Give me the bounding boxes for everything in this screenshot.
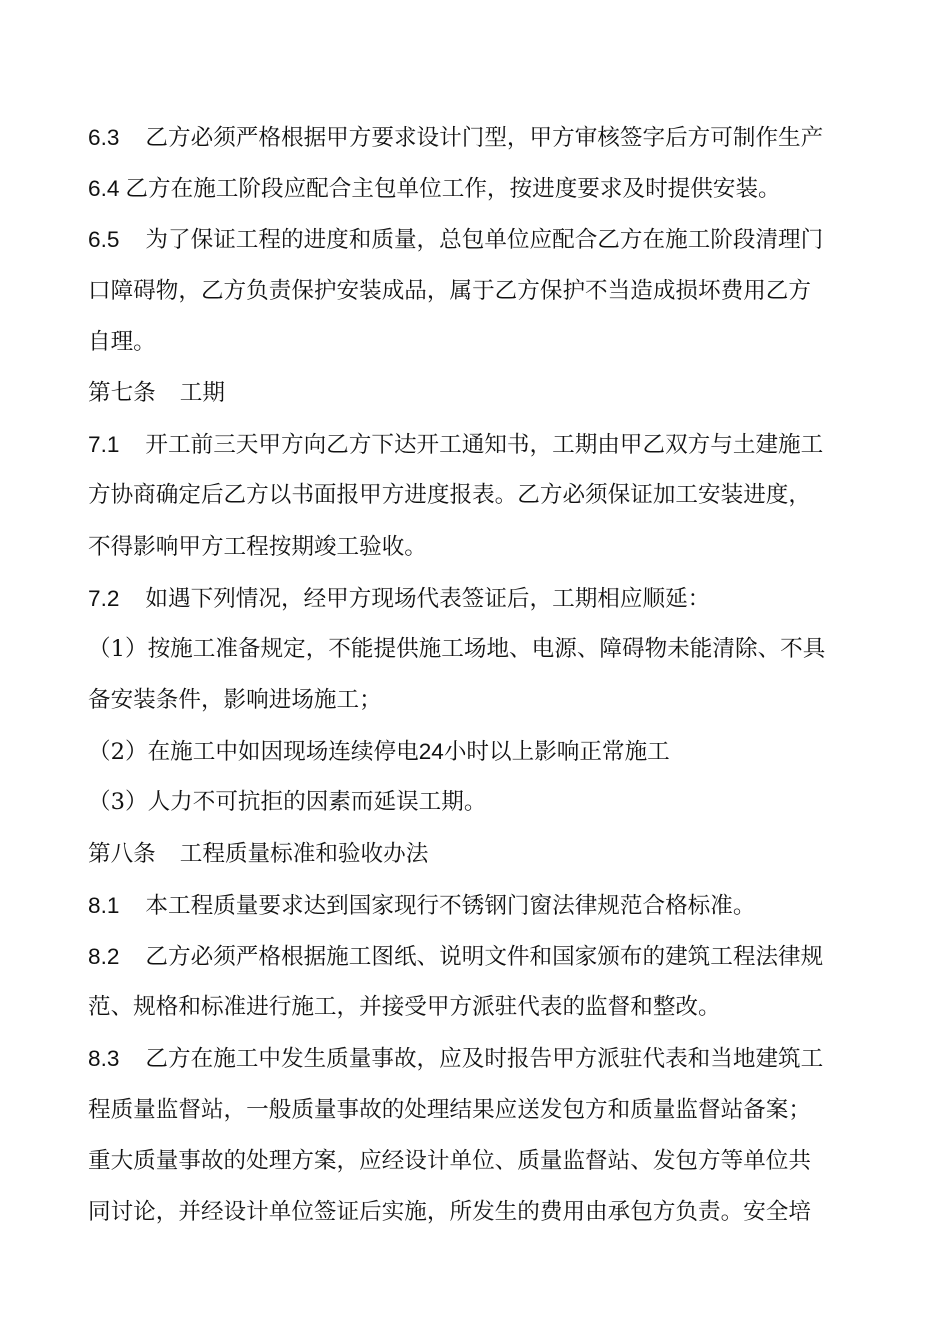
clause-text: 不得影响甲方工程按期竣工验收。 (88, 533, 427, 560)
clause-6-5-continued (88, 266, 868, 317)
clause-6-4 (88, 163, 868, 214)
article-title: 工程质量标准和验收办法 (179, 840, 429, 867)
list-item-marker: （3） (88, 789, 148, 816)
list-item-text: 人力不可抗拒的因素而延误工期。 (147, 789, 487, 816)
clause-number: 7.2 (88, 585, 120, 611)
list-item-text: 备安装条件，影响进场施工； (88, 687, 382, 714)
list-item-text: 按施工准备规定，不能提供施工场地、电源、障碍物未能清除、不具 (147, 635, 826, 662)
clause-8-3-continued (88, 1136, 868, 1187)
clause-text: 乙方在施工阶段应配合主包单位工作，按进度要求及时提供安装。 (125, 176, 781, 203)
document-body (88, 112, 868, 1238)
article-8-heading (88, 829, 868, 880)
clause-6-3 (88, 112, 868, 163)
list-item-1-continued (88, 675, 868, 726)
clause-text: 口障碍物，乙方负责保护安装成品，属于乙方保护不当造成损坏费用乙方 (88, 277, 811, 304)
clause-8-2-continued (88, 982, 868, 1033)
article-number: 第七条 (88, 379, 156, 406)
list-item-1 (88, 624, 868, 675)
clause-7-1-continued (88, 522, 868, 573)
list-item-marker: （2） (88, 739, 148, 766)
clause-number: 8.3 (88, 1046, 120, 1072)
clause-number: 7.1 (88, 432, 120, 458)
clause-8-3-continued (88, 1187, 868, 1238)
list-item-text: 在施工中如因现场连续停电 (147, 739, 419, 766)
clause-8-3-continued (88, 1085, 868, 1136)
list-item-2 (88, 726, 868, 777)
clause-text: 方协商确定后乙方以书面报甲方进度报表。乙方必须保证加工安装进度， (88, 482, 811, 509)
clause-6-5-continued (88, 317, 868, 368)
clause-number: 8.2 (88, 944, 120, 969)
article-number: 第八条 (88, 840, 156, 867)
clause-6-5 (88, 214, 868, 265)
clause-8-1 (88, 880, 868, 931)
article-7-heading (88, 368, 868, 419)
clause-text: 同讨论，并经设计单位签证后实施，所发生的费用由承包方负责。安全培 (88, 1198, 811, 1225)
clause-text: 乙方必须严格根据施工图纸、说明文件和国家颁布的建筑工程法律规 (145, 944, 824, 970)
clause-number: 8.1 (88, 892, 120, 918)
clause-8-2 (88, 931, 868, 982)
clause-text: 开工前三天甲方向乙方下达开工通知书，工期由甲乙双方与土建施工 (145, 432, 824, 459)
list-item-marker: （1） (88, 635, 148, 662)
clause-7-2 (88, 573, 868, 624)
clause-text: 自理。 (88, 328, 156, 355)
clause-text: 重大质量事故的处理方案，应经设计单位、质量监督站、发包方等单位共 (88, 1147, 811, 1174)
clause-text: 如遇下列情况，经甲方现场代表签证后，工期相应顺延： (145, 585, 711, 612)
clause-7-1-continued (88, 470, 868, 521)
clause-text: 范、规格和标准进行施工，并接受甲方派驻代表的监督和整改。 (88, 994, 721, 1021)
clause-text: 乙方必须严格根据甲方要求设计门型，甲方审核签字后方可制作生产 (145, 125, 824, 151)
clause-number: 6.4 (88, 176, 120, 202)
clause-7-1 (88, 419, 868, 470)
list-item-text: 小时以上影响正常施工 (443, 739, 670, 766)
clause-number: 6.5 (88, 227, 120, 253)
inline-number: 24 (418, 739, 444, 765)
list-item-3 (88, 777, 868, 828)
article-title: 工期 (179, 379, 225, 406)
clause-text: 本工程质量要求达到国家现行不锈钢门窗法律规范合格标准。 (145, 892, 756, 919)
clause-text: 为了保证工程的进度和质量，总包单位应配合乙方在施工阶段清理门 (145, 227, 824, 254)
clause-text: 乙方在施工中发生质量事故，应及时报告甲方派驻代表和当地建筑工 (145, 1046, 824, 1073)
clause-number: 6.3 (88, 125, 120, 150)
clause-text: 程质量监督站，一般质量事故的处理结果应送发包方和质量监督站备案； (88, 1096, 811, 1123)
clause-8-3 (88, 1033, 868, 1084)
